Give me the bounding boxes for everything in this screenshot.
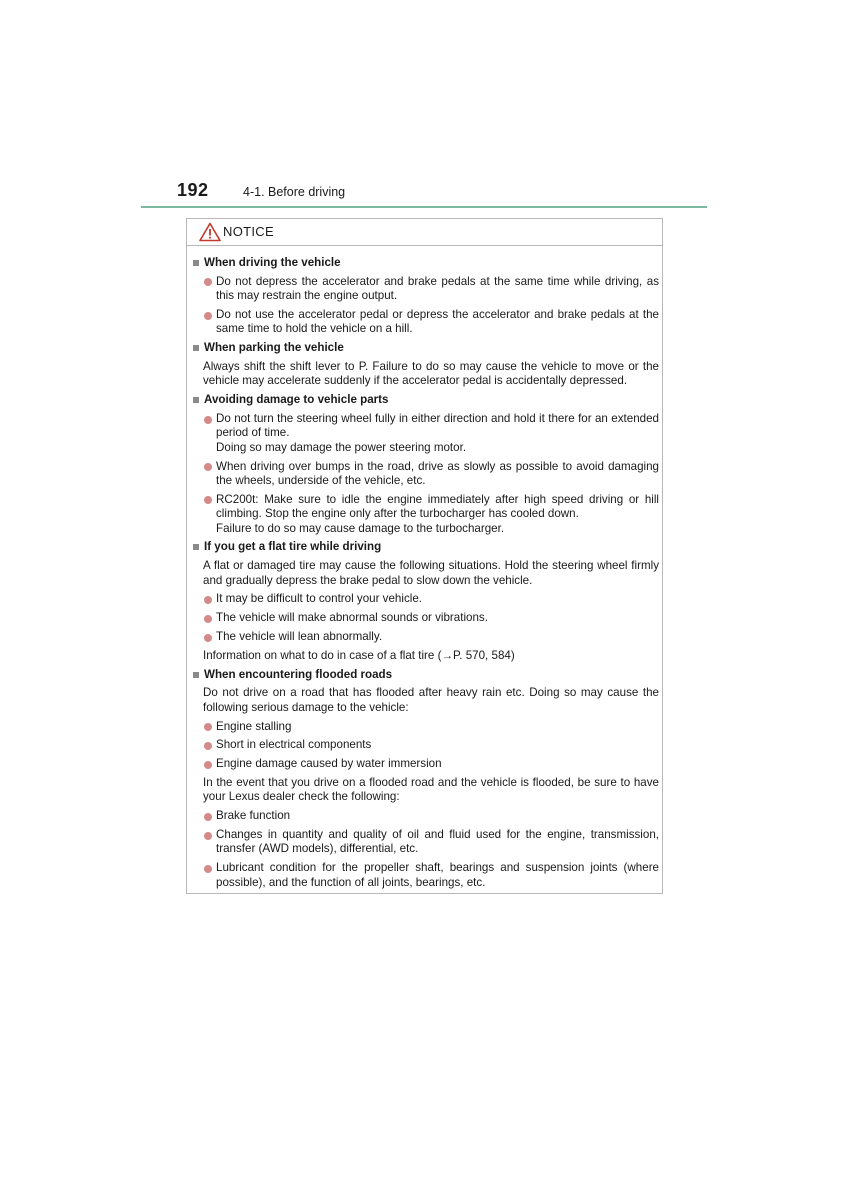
section-heading: When encountering flooded roads (191, 668, 659, 682)
bullet-item (191, 493, 659, 536)
header-divider (141, 206, 707, 208)
section-heading: When parking the vehicle (191, 341, 659, 355)
bullet-text: Brake function (216, 809, 291, 823)
bullet-item (191, 809, 659, 823)
bullet-text: When driving over bumps in the road, drive as slowly as possible to avoid damaging the wheels, underside of the vehicle, etc. (216, 459, 659, 488)
bullet-item (191, 757, 659, 771)
section-heading: When driving the vehicle (191, 256, 659, 270)
bullet-item (191, 828, 659, 857)
paragraph: Do not drive on a road that has flooded after heavy rain etc. Doing so may cause the following serious damage to the vehicle: (203, 686, 659, 714)
bullet-text: Lubricant condition for the propeller shaft, bearings and suspension joints (where possible), and the function of all joints, bearings, etc. (216, 861, 659, 889)
bullet-text: Do not depress the accelerator and brake pedals at the same time while driving, as this may restrain the engine output. (216, 274, 659, 303)
bullet-item (191, 861, 659, 890)
bullet-text: Do not turn the steering wheel fully in either direction and hold it there for an extended period of time. (216, 412, 659, 440)
section-heading: If you get a flat tire while driving (191, 540, 659, 554)
notice-title: NOTICE (223, 224, 274, 239)
notice-content (191, 256, 659, 894)
page-reference-paragraph: Information on what to do in case of a flat tire (→P. 570, 584) (203, 648, 515, 662)
paragraph: Always shift the shift lever to P. Failure to do so may cause the vehicle to move or the vehicle may accelerate suddenly if the accelerator pedal is accidentally depressed. (203, 360, 659, 388)
bullet-item (191, 630, 659, 644)
bullet-item (191, 412, 659, 455)
bullet-text: Do not use the accelerator pedal or depress the accelerator and brake pedals at the same time to hold the vehicle on a hill. (216, 308, 659, 336)
bullet-item (191, 275, 659, 304)
bullet-item (191, 592, 659, 606)
page-number: 192 (177, 180, 209, 200)
bullet-item (191, 308, 659, 337)
section-title: 4-1. Before driving (243, 185, 346, 199)
paragraph: A flat or damaged tire may cause the following situations. Hold the steering wheel firmly and gradually depress the brake pedal to slow down the vehicle. (203, 559, 659, 587)
bullet-text: Short in electrical components (216, 738, 372, 752)
bullet-item (191, 738, 659, 752)
bullet-note: Failure to do so may cause damage to the turbocharger. (216, 521, 505, 535)
bullet-item (191, 720, 659, 734)
bullet-text: Changes in quantity and quality of oil and fluid used for the engine, transmission, transfer (AWD models), differential, etc. (216, 828, 659, 856)
paragraph: In the event that you drive on a flooded road and the vehicle is flooded, be sure to have your Lexus dealer check the following: (203, 776, 659, 804)
bullet-item (191, 460, 659, 489)
bullet-item (191, 611, 659, 625)
notice-header (187, 219, 662, 246)
warning-triangle-icon (199, 222, 221, 242)
section-heading: Avoiding damage to vehicle parts (191, 393, 659, 407)
bullet-text: The vehicle will lean abnormally. (216, 630, 383, 644)
bullet-text: Engine stalling (216, 719, 292, 733)
bullet-text: RC200t: Make sure to idle the engine immediately after high speed driving or hill climbing. Stop the engine only after the turbocharger has cooled down. (216, 492, 659, 521)
bullet-text: The vehicle will make abnormal sounds or vibrations. (216, 611, 488, 625)
page-header (0, 0, 848, 210)
bullet-note: Doing so may damage the power steering motor. (216, 440, 467, 454)
bullet-text: Engine damage caused by water immersion (216, 757, 442, 771)
notice-box (186, 218, 663, 894)
bullet-text: It may be difficult to control your vehicle. (216, 592, 422, 606)
